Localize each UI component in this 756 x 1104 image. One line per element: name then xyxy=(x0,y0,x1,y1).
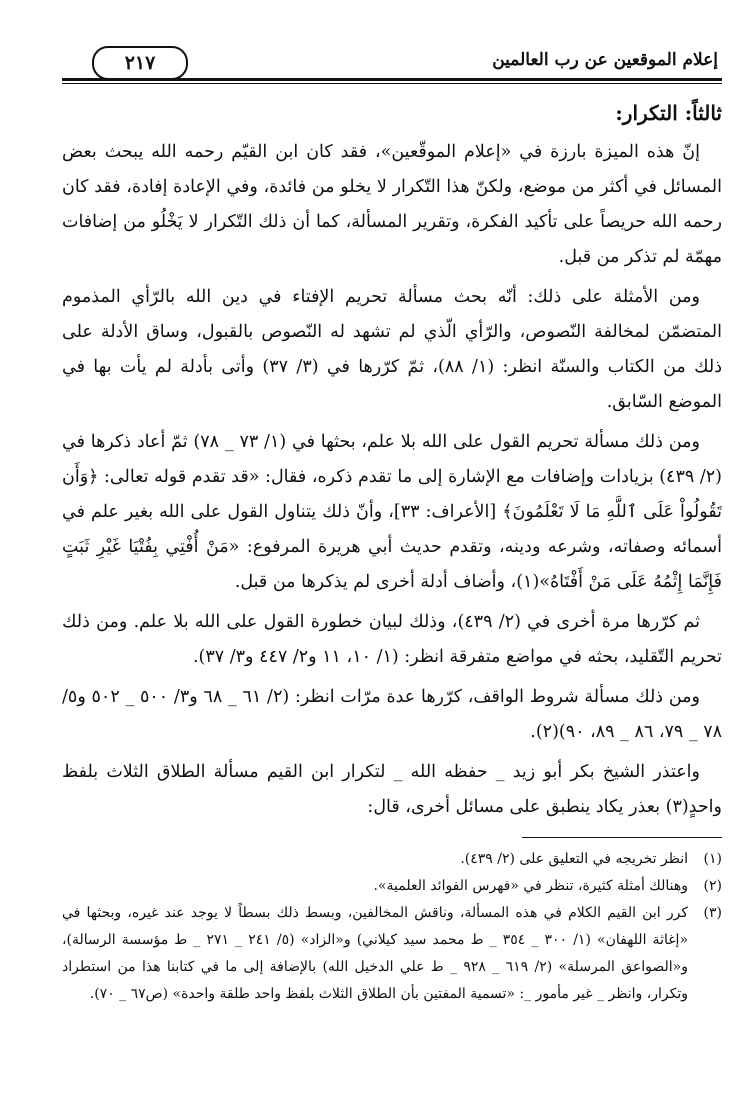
footnotes xyxy=(62,846,722,1008)
paragraph: واعتذر الشيخ بكر أبو زيد _ حفظه الله _ لتكرار ابن القيم مسألة الطلاق الثلاث بلفظ واحدٍ(٣) بعذر يكاد ينطبق على مسائل أخرى، قال: xyxy=(62,762,722,817)
footnote xyxy=(62,873,722,900)
paragraph: ومن ذلك مسألة شروط الواقف، كرّرها عدة مرّات انظر: (٢/ ٦١ _ ٦٨ و٣/ ٥٠٠ _ ٥٠٢ و٥/ ٧٨ _ ٧٩، ٨٦ _ ٨٩، ٩٠)(٢). xyxy=(62,687,722,742)
footnote xyxy=(62,900,722,1008)
paragraph: ومن الأمثلة على ذلك: أنّه بحث مسألة تحريم الإفتاء في دين الله بالرّأي المذموم المتضمّن لمخالفة النّصوص، والرّأي الّذي لم تشهد له النّصوص بالقبول، وساق الأدلة على ذلك من الكتاب والسنّة انظر: (١/ ٨٨)، ثمّ كرّرها في (٣/ ٣٧) وأتى بأدلة لم يأت بها في الموضع السّابق. xyxy=(62,287,722,412)
footnote xyxy=(62,846,722,873)
page-content xyxy=(62,96,722,1008)
paragraph: ثم كرّرها مرة أخرى في (٢/ ٤٣٩)، وذلك لبيان خطورة القول على الله بلا علم. ومن ذلك تحريم التّقليد، بحثه في مواضع متفرقة انظر: (١/ ١٠، ١١ و٢/ ٤٤٧ و٣/ ٣٧). xyxy=(62,612,722,667)
footnote-number: (٣) xyxy=(703,905,722,921)
paragraph: إنّ هذه الميزة بارزة في «إعلام الموقّعين»، فقد كان ابن القيّم رحمه الله يبحث بعض المسائل في أكثر من موضع، ولكنّ هذا التّكرار لا يخلو من فائدة، وفي الإعادة إفادة، فقد كان رحمه الله حريصاً على تأكيد الفكرة، وتقرير المسألة، كما أن ذلك التّكرار لا يَخْلُو من إضافات مهمّة لم تذكر من قبل. xyxy=(62,142,722,267)
paragraph: ومن ذلك مسألة تحريم القول على الله بلا علم، بحثها في (١/ ٧٣ _ ٧٨) ثمّ أعاد ذكرها في (٢/ ٤٣٩) بزيادات وإضافات مع الإشارة إلى ما تقدم ذكره، فقال: «قد تقدم قوله تعالى: ﴿وَأَن تَقُولُواْ عَلَى ٱللَّهِ مَا لَا تَعْلَمُونَ﴾ [الأعراف: ٣٣]، وأنّ ذلك يتناول القول على الله بغير علم في أسمائه وصفاته، وشرعه ودينه، وتقدم حديث أبي هريرة المرفوع: «مَنْ أُفْتِي بِفُتْيَا غَيْرِ ثَبَتٍ فَإِنَّمَا إِثْمُهُ عَلَى مَنْ أَفْتَاهُ»(١)، وأضاف أدلة أخرى لم يذكرها من قبل. xyxy=(62,432,722,592)
footnote-number: (٢) xyxy=(703,878,722,894)
page-number: ٢١٧ xyxy=(92,46,188,80)
footnote-number: (١) xyxy=(703,851,722,867)
section-heading: ثالثاً: التكرار: xyxy=(615,101,722,125)
running-title: إعلام الموقعين عن رب العالمين xyxy=(492,50,718,70)
footnote-divider xyxy=(522,837,722,838)
footnote-text: كرر ابن القيم الكلام في هذه المسألة، وناقش المخالفين، وبسط ذلك بسطاً لا يوجد عند غيره، وبحثها في «إغاثة اللهفان» (١/ ٣٠٠ _ ٣٥٤ _ ط محمد سيد كيلاني) و«الزاد» (٥/ ٢٤١ _ ٢٧١ _ ط مؤسسة الرسالة)، و«الصواعق المرسلة» (٢/ ٦١٩ _ ٩٢٨ _ ط علي الدخيل الله) بالإضافة إلى ما في كتابنا هذا من استطراد وتكرار، وانظر _ غير مأمور _: «تسمية المفتين بأن الطلاق الثلاث بلفظ واحد طلقة واحدة» (ص٦٧ _ ٧٠). xyxy=(62,905,689,1002)
page-header xyxy=(62,44,722,82)
footnote-text: انظر تخريجه في التعليق على (٢/ ٤٣٩). xyxy=(460,851,688,867)
header-rule xyxy=(62,78,722,84)
book-page xyxy=(62,44,722,1074)
footnote-text: وهنالك أمثلة كثيرة، تنظر في «فهرس الفوائد العلمية». xyxy=(373,878,688,894)
